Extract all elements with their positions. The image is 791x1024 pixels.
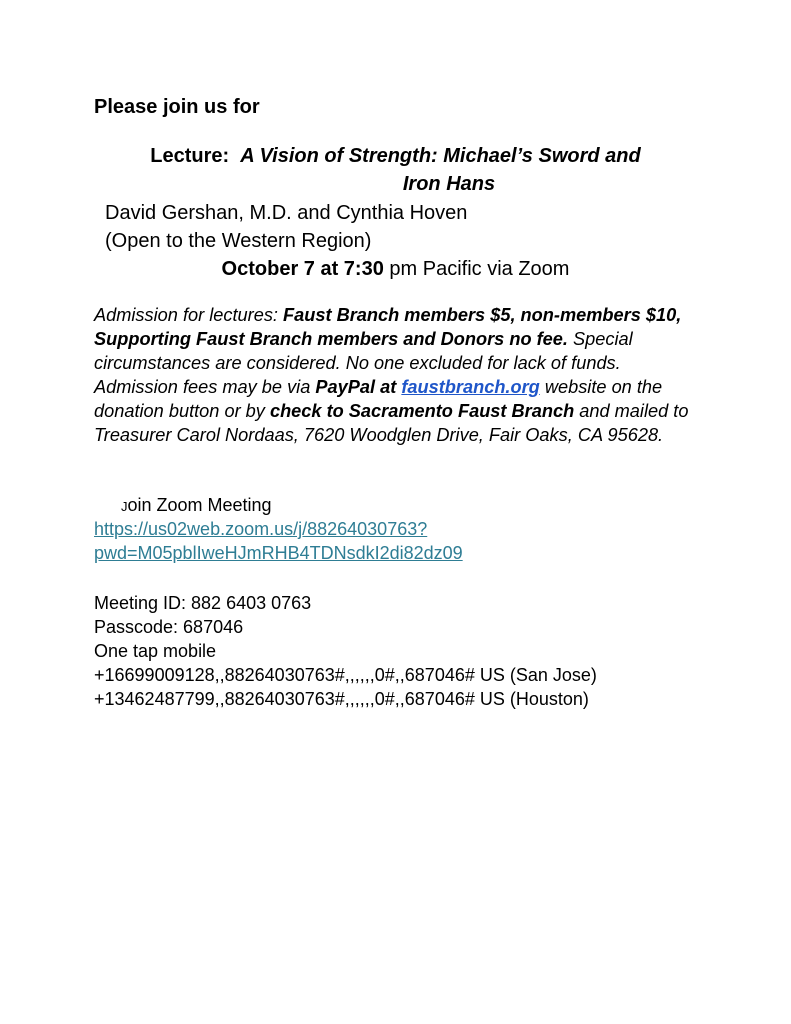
phone-houston: +13462487799,,88264030763#,,,,,,0#,,687046# US (Houston) (94, 689, 589, 709)
zoom-join-label (121, 493, 272, 519)
phone-san-jose: +16699009128,,88264030763#,,,,,,0#,,687046# US (San Jose) (94, 665, 597, 685)
admission-website: website on the donation button or by (94, 377, 663, 421)
admission-check: check to Sacramento Faust Branch (269, 401, 575, 421)
lecture-title-part-2: Iron Hans (402, 173, 496, 195)
admission-special: Special circumstances are considered. No one excluded for lack of funds. Admission fees may be via (94, 329, 633, 397)
admission-mail: and mailed to Treasurer Carol Nordaas, 7620 Woodglen Drive, Fair Oaks, CA 95628. (94, 401, 689, 445)
meeting-id: Meeting ID: 882 6403 0763 (94, 593, 312, 613)
faustbranch-link[interactable]: faustbranch.org (401, 377, 540, 397)
lecture-title-line-1 (0, 143, 791, 169)
admission-intro: Admission for lectures: (94, 305, 284, 325)
lecture-speakers: David Gershan, M.D. and Cynthia Hoven (105, 202, 468, 224)
one-tap-label: One tap mobile (94, 641, 217, 661)
invite-heading: Please join us for (94, 96, 260, 118)
passcode: Passcode: 687046 (94, 617, 244, 637)
lecture-title-part-1: A Vision of Strength: Michael’s Sword and (240, 145, 641, 167)
zoom-url-line-2[interactable]: pwd=M05pblIweHJmRHB4TDNsdkI2di82dz09 (94, 543, 463, 563)
lecture-date: October 7 at 7:30 (221, 258, 384, 280)
zoom-join-rest: oin Zoom Meeting (127, 495, 272, 515)
zoom-url-line-1[interactable]: https://us02web.zoom.us/j/88264030763? (94, 519, 428, 539)
lecture-label: Lecture: (150, 145, 230, 167)
lecture-title-line-2 (0, 171, 791, 197)
admission-fees: Faust Branch members $5, non-members $10, Supporting Faust Branch members and Donors no fee. (94, 305, 682, 349)
admission-paragraph (94, 303, 704, 447)
admission-paypal: PayPal at (315, 377, 397, 397)
zoom-join-initial: J (121, 499, 128, 514)
lecture-region: (Open to the Western Region) (105, 230, 372, 252)
lecture-time-info: pm Pacific via Zoom (383, 258, 570, 280)
lecture-date-line (0, 257, 791, 281)
